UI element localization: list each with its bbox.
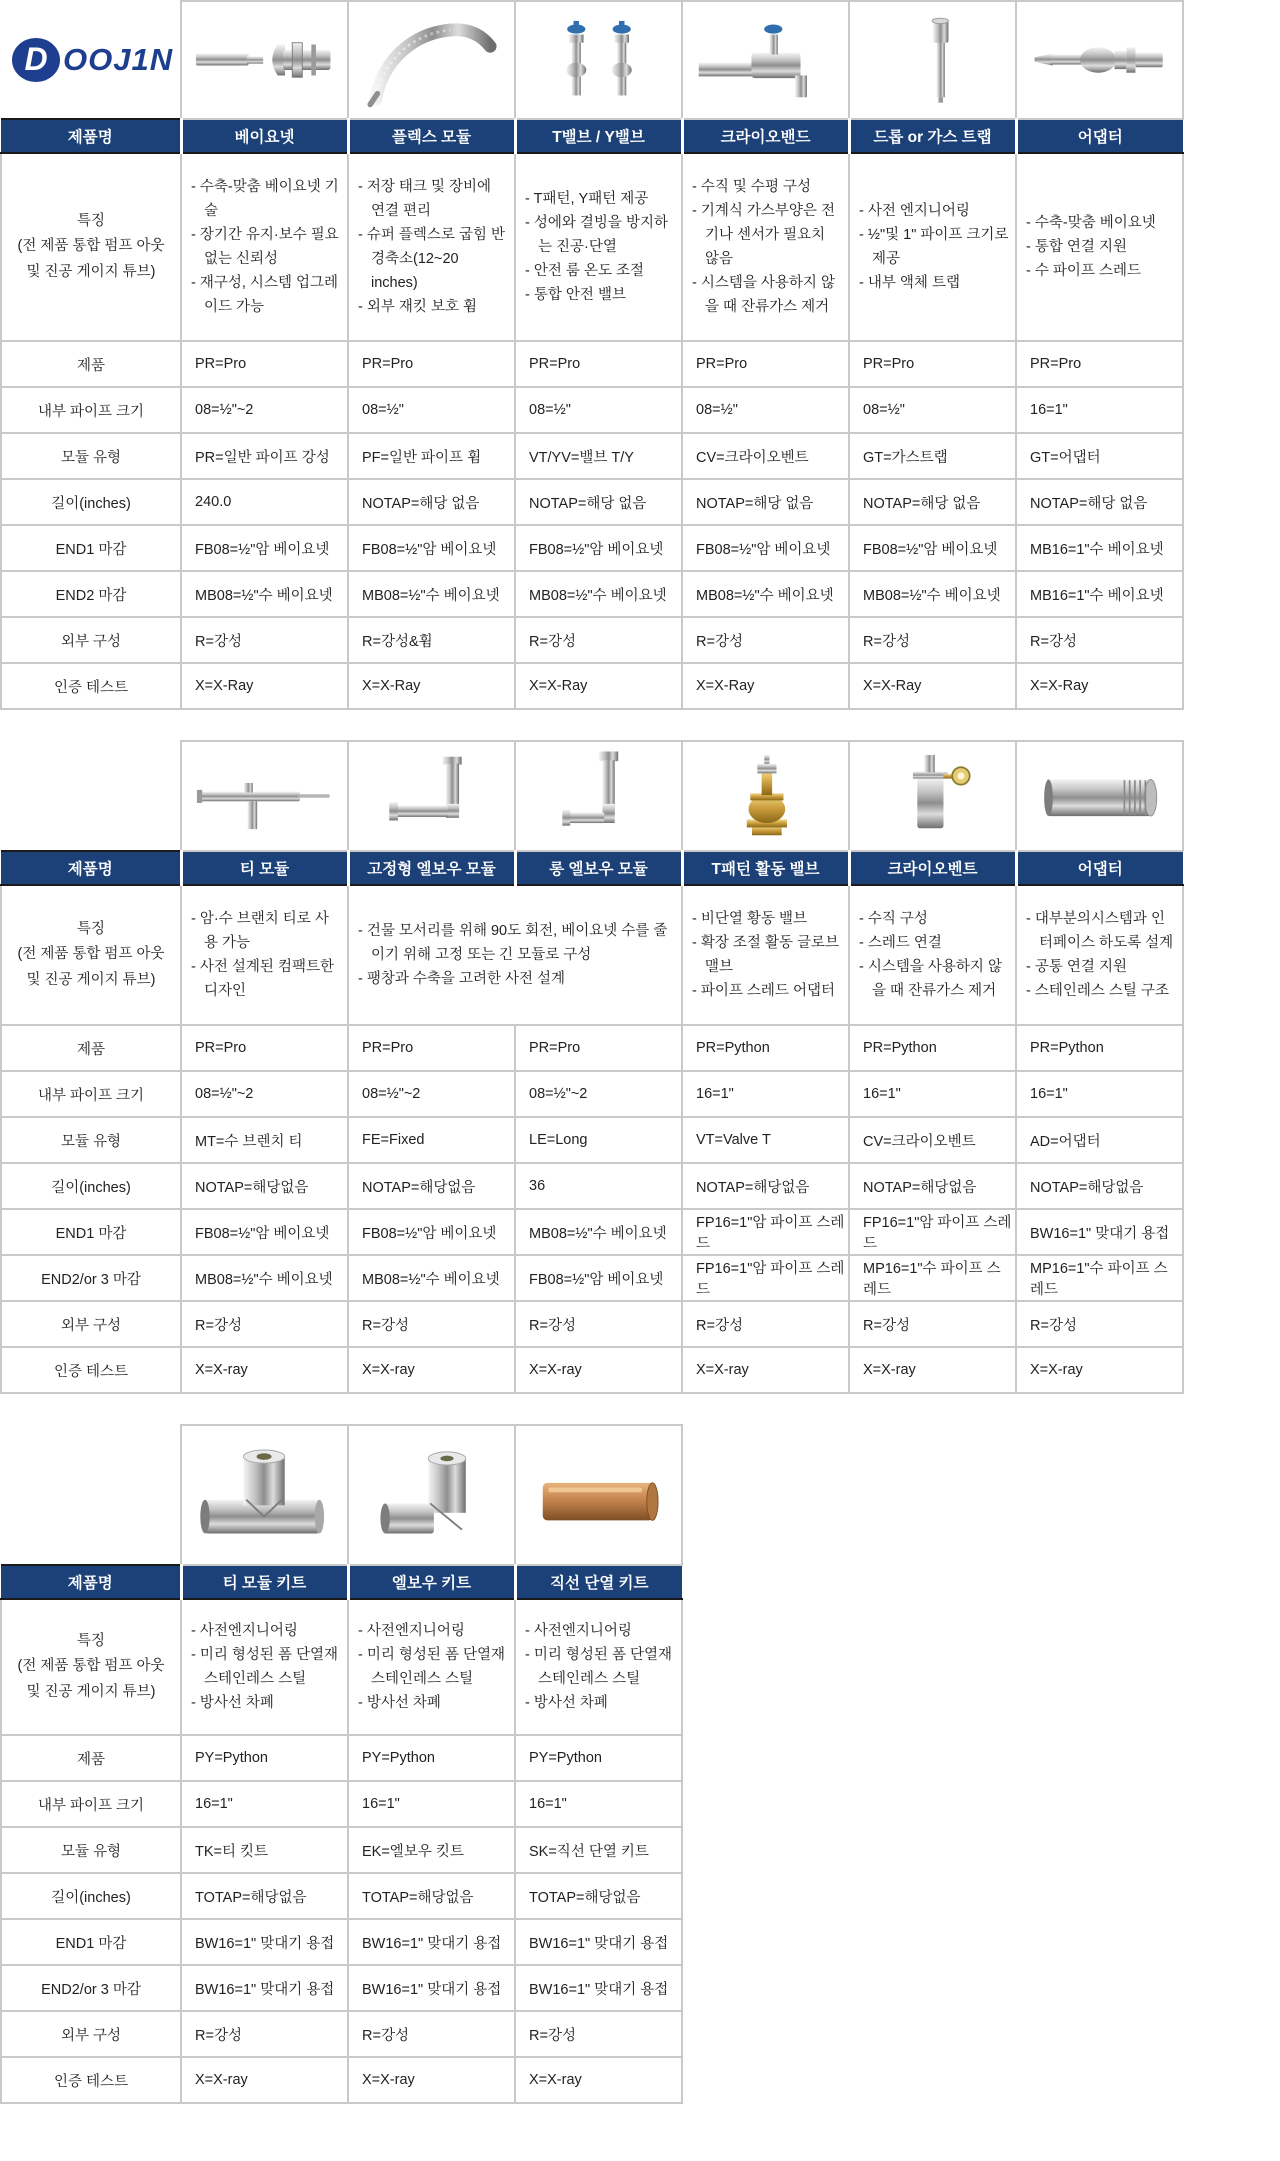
feature-item: - 스테인레스 스틸 구조	[1026, 983, 1169, 1000]
row-label: 내부 파이프 크기	[1, 387, 181, 433]
feature-item: - 내부 액체 트랩	[859, 275, 960, 292]
feature-item: - 공통 연결 지원	[1026, 959, 1127, 975]
feature-item: - ½"및 1" 파이프 크기로 제공	[859, 226, 1009, 267]
spec-table-2	[0, 740, 1184, 1394]
row-label: 내부 파이프 크기	[1, 1781, 181, 1827]
spec-value: R=강성	[682, 1301, 849, 1347]
product-image-elbowlong	[524, 748, 674, 844]
spec-value: FP16=1"암 파이프 스레드	[682, 1209, 849, 1255]
spec-value: BW16=1" 맞대기 용접	[181, 1965, 348, 2011]
product-title: T밸브 / Y밸브	[515, 119, 682, 153]
spec-value: TOTAP=해당없음	[515, 1873, 682, 1919]
product-image-bayonet	[190, 10, 340, 110]
feature-item: - 사전엔지니어링	[191, 1622, 298, 1639]
row-label: END1 마감	[1, 1919, 181, 1965]
row-label: 길이(inches)	[1, 1873, 181, 1919]
feature-item: - 사전 엔지니어링	[859, 202, 970, 219]
spec-value: X=X-ray	[515, 1347, 682, 1393]
product-image-flex	[357, 10, 507, 110]
spec-value: BW16=1" 맞대기 용접	[348, 1919, 515, 1965]
feature-item: - T패턴, Y패턴 제공	[525, 190, 649, 207]
spec-value: VT=Valve T	[682, 1117, 849, 1163]
spec-table-3	[0, 1424, 683, 2104]
feature-cell	[849, 153, 1016, 341]
spec-value: SK=직선 단열 키트	[515, 1827, 682, 1873]
spec-value: MB16=1"수 베이요넷	[1016, 571, 1183, 617]
feature-cell	[181, 1599, 348, 1735]
spec-value: PR=Pro	[181, 1025, 348, 1071]
row-label: 모듈 유형	[1, 1827, 181, 1873]
spec-value: R=강성	[849, 1301, 1016, 1347]
spec-value: NOTAP=해당 없음	[849, 479, 1016, 525]
spec-value: BW16=1" 맞대기 용접	[515, 1965, 682, 2011]
feature-row-label-line: (전 제품 통합 펌프 아웃	[17, 238, 165, 255]
feature-item: - 미리 형성된 폼 단열재 스테인레스 스틸	[358, 1646, 506, 1687]
spec-value: FB08=½"암 베이요넷	[181, 525, 348, 571]
feature-item: - 시스템을 사용하지 않을 때 잔류가스 제거	[859, 959, 1002, 1000]
row-label: 인증 테스트	[1, 1347, 181, 1393]
feature-row-label-line: (전 제품 통합 펌프 아웃	[17, 1658, 165, 1675]
spec-value: NOTAP=해당없음	[682, 1163, 849, 1209]
feature-row-label-line: 및 진공 게이지 튜브)	[26, 1683, 156, 1700]
doojin-logo-mark: D	[12, 38, 60, 82]
row-label: END2 마감	[1, 571, 181, 617]
row-label: 제품	[1, 341, 181, 387]
spec-value: R=강성	[515, 1301, 682, 1347]
product-photo-cell-cryovent	[849, 741, 1016, 851]
spec-value: 08=½"~2	[181, 1071, 348, 1117]
spec-value: 16=1"	[682, 1071, 849, 1117]
spec-value: PR=Python	[849, 1025, 1016, 1071]
feature-item: - 외부 재킷 보호 휨	[358, 299, 477, 316]
feature-item: - 사전엔지니어링	[358, 1622, 465, 1639]
row-label: END2/or 3 마감	[1, 1255, 181, 1301]
spec-value: R=강성	[1016, 1301, 1183, 1347]
feature-item: - 저장 태크 및 장비에 연결 편리	[358, 178, 491, 219]
feature-item: - 방사선 차폐	[525, 1695, 608, 1712]
feature-item: - 확장 조절 활동 글로브 맬브	[692, 934, 840, 975]
product-title: 드롭 or 가스 트랩	[849, 119, 1016, 153]
spec-value: 08=½"~2	[348, 1071, 515, 1117]
row-label: END1 마감	[1, 1209, 181, 1255]
spec-value: PF=일반 파이프 휨	[348, 433, 515, 479]
feature-item: - 방사선 차폐	[358, 1695, 441, 1712]
spec-value: R=강성	[1016, 617, 1183, 663]
spec-value: NOTAP=해당 없음	[1016, 479, 1183, 525]
feature-item: - 암·수 브랜치 티로 사용 가능	[191, 910, 329, 951]
spec-value: TOTAP=해당없음	[348, 1873, 515, 1919]
feature-cell	[849, 885, 1016, 1025]
spec-value: FB08=½"암 베이요넷	[849, 525, 1016, 571]
product-title: 직선 단열 키트	[515, 1565, 682, 1599]
product-photo-cell-tvalve	[515, 1, 682, 119]
product-title: 티 모듈	[181, 851, 348, 885]
spec-value: X=X-Ray	[181, 663, 348, 709]
spec-value: R=강성	[181, 2011, 348, 2057]
spec-value: X=X-Ray	[682, 663, 849, 709]
product-photo-cell-elbowkit	[348, 1425, 515, 1565]
spec-value: PR=Pro	[515, 1025, 682, 1071]
spec-value: X=X-ray	[348, 1347, 515, 1393]
row-label: 외부 구성	[1, 617, 181, 663]
spec-value: R=강성	[515, 2011, 682, 2057]
spec-value: MP16=1"수 파이프 스레드	[1016, 1255, 1183, 1301]
product-image-brassvalve	[691, 748, 841, 844]
spec-value: PY=Python	[348, 1735, 515, 1781]
product-image-teekit	[190, 1433, 340, 1557]
product-photo-cell-flex	[348, 1, 515, 119]
row-label: END1 마감	[1, 525, 181, 571]
spec-value: R=강성	[515, 617, 682, 663]
feature-row-label	[1, 153, 181, 341]
spec-value: BW16=1" 맞대기 용접	[1016, 1209, 1183, 1255]
product-image-tvalve	[524, 10, 674, 110]
feature-item: - 수직 구성	[859, 910, 928, 927]
spec-value: NOTAP=해당없음	[1016, 1163, 1183, 1209]
spec-value: MT=수 브렌치 티	[181, 1117, 348, 1163]
product-photo-cell-teelong	[181, 741, 348, 851]
spec-value: X=X-ray	[849, 1347, 1016, 1393]
spec-value: NOTAP=해당없음	[181, 1163, 348, 1209]
row-label: END2/or 3 마감	[1, 1965, 181, 2011]
product-photo-cell-gastrap	[849, 1, 1016, 119]
feature-item: - 스레드 연결	[859, 934, 942, 951]
spec-value: PR=Pro	[849, 341, 1016, 387]
spec-value: BW16=1" 맞대기 용접	[348, 1965, 515, 2011]
spec-table-1	[0, 0, 1184, 710]
spec-value: NOTAP=해당없음	[348, 1163, 515, 1209]
spec-value: GT=가스트랩	[849, 433, 1016, 479]
feature-item: - 대부분의시스템과 인터페이스 하도록 설계	[1026, 910, 1174, 951]
empty-corner-cell	[1, 741, 181, 851]
spec-value: R=강성	[181, 617, 348, 663]
product-title: T패턴 활동 밸브	[682, 851, 849, 885]
feature-row-label	[1, 1599, 181, 1735]
spec-value: R=강성	[682, 617, 849, 663]
spec-value: BW16=1" 맞대기 용접	[181, 1919, 348, 1965]
spec-value: AD=어댑터	[1016, 1117, 1183, 1163]
row-label: 외부 구성	[1, 1301, 181, 1347]
spec-value: PR=일반 파이프 강성	[181, 433, 348, 479]
row-label: 모듈 유형	[1, 1117, 181, 1163]
spec-value: CV=크라이오벤트	[849, 1117, 1016, 1163]
feature-item: - 안전 룸 온도 조절	[525, 263, 644, 280]
row-label: 길이(inches)	[1, 1163, 181, 1209]
product-title: 어댑터	[1016, 851, 1183, 885]
spec-value: MB08=½"수 베이요넷	[181, 1255, 348, 1301]
feature-item: - 재구성, 시스템 업그레이드 가능	[191, 275, 339, 316]
product-photo-cell-teekit	[181, 1425, 348, 1565]
feature-item: - 수축-맞춤 베이요넷 기술	[191, 178, 339, 219]
feature-cell	[1016, 153, 1183, 341]
spec-value: X=X-Ray	[1016, 663, 1183, 709]
spec-value: FB08=½"암 베이요넷	[515, 1255, 682, 1301]
spec-value: NOTAP=해당 없음	[348, 479, 515, 525]
spec-value: LE=Long	[515, 1117, 682, 1163]
product-title: 플렉스 모듈	[348, 119, 515, 153]
spec-value: FB08=½"암 베이요넷	[348, 525, 515, 571]
spec-value: R=강성	[181, 1301, 348, 1347]
spec-value: 16=1"	[1016, 1071, 1183, 1117]
feature-item: - 수 파이프 스레드	[1026, 263, 1141, 280]
spec-value: PY=Python	[515, 1735, 682, 1781]
product-image-cryoband	[691, 10, 841, 110]
feature-row-label-line: 특징	[76, 920, 105, 937]
column-header-label: 제품명	[1, 119, 181, 153]
feature-item: - 수축-맞춤 베이요넷	[1026, 214, 1156, 231]
product-photo-cell-elbowfixed	[348, 741, 515, 851]
spec-value: X=X-ray	[515, 2057, 682, 2103]
feature-row-label-line: 특징	[76, 1632, 105, 1649]
spec-value: X=X-Ray	[515, 663, 682, 709]
spec-value: PR=Pro	[348, 341, 515, 387]
spec-value: MB16=1"수 베이요넷	[1016, 525, 1183, 571]
spec-value: TOTAP=해당없음	[181, 1873, 348, 1919]
product-image-elbowfixed	[357, 748, 507, 844]
feature-item: - 사전 설계된 컴팩트한 디자인	[191, 959, 334, 1000]
spec-value: BW16=1" 맞대기 용접	[515, 1919, 682, 1965]
spec-value: 08=½"~2	[515, 1071, 682, 1117]
column-header-label: 제품명	[1, 851, 181, 885]
spec-value: NOTAP=해당 없음	[515, 479, 682, 525]
product-photo-cell-brassvalve	[682, 741, 849, 851]
spec-value: R=강성	[348, 1301, 515, 1347]
product-photo-cell-bayonet	[181, 1, 348, 119]
row-label: 인증 테스트	[1, 663, 181, 709]
spec-value: R=강성	[348, 2011, 515, 2057]
feature-row-label	[1, 885, 181, 1025]
row-label: 길이(inches)	[1, 479, 181, 525]
column-header-label: 제품명	[1, 1565, 181, 1599]
feature-item: - 수직 및 수평 구성	[692, 178, 811, 195]
spec-value: 16=1"	[1016, 387, 1183, 433]
row-label: 인증 테스트	[1, 2057, 181, 2103]
spec-value: 08=½"~2	[181, 387, 348, 433]
feature-item: - 장기간 유지·보수 필요 없는 신뢰성	[191, 226, 339, 267]
spec-value: 16=1"	[849, 1071, 1016, 1117]
feature-item: - 슈퍼 플렉스로 굽힘 반경축소(12~20 inches)	[358, 226, 506, 292]
spec-value: MB08=½"수 베이요넷	[348, 1255, 515, 1301]
spec-value: 16=1"	[348, 1781, 515, 1827]
spec-value: X=X-ray	[682, 1347, 849, 1393]
spec-value: NOTAP=해당없음	[849, 1163, 1016, 1209]
spec-value: FP16=1"암 파이프 스레드	[682, 1255, 849, 1301]
feature-cell	[682, 153, 849, 341]
spec-value: FB08=½"암 베이요넷	[515, 525, 682, 571]
spec-value: FB08=½"암 베이요넷	[181, 1209, 348, 1255]
row-label: 외부 구성	[1, 2011, 181, 2057]
spec-value: 36	[515, 1163, 682, 1209]
spec-value: PR=Python	[1016, 1025, 1183, 1071]
product-title: 크라이오밴드	[682, 119, 849, 153]
feature-row-label-line: 특징	[76, 212, 105, 229]
feature-cell	[348, 153, 515, 341]
spec-value: R=강성&휨	[348, 617, 515, 663]
doojin-logo	[2, 38, 179, 82]
product-title: 롱 엘보우 모듈	[515, 851, 682, 885]
product-title: 베이요넷	[181, 119, 348, 153]
product-title: 티 모듈 키트	[181, 1565, 348, 1599]
spec-value: MB08=½"수 베이요넷	[849, 571, 1016, 617]
spec-value: 240.0	[181, 479, 348, 525]
feature-cell	[348, 1599, 515, 1735]
product-photo-cell-adapter1	[1016, 1, 1183, 119]
spec-value: X=X-ray	[181, 1347, 348, 1393]
spec-value: 16=1"	[181, 1781, 348, 1827]
spec-value: PY=Python	[181, 1735, 348, 1781]
spec-value: 08=½"	[515, 387, 682, 433]
spec-value: MB08=½"수 베이요넷	[682, 571, 849, 617]
feature-item: - 시스템을 사용하지 않을 때 잔류가스 제거	[692, 275, 835, 316]
spec-value: PR=Pro	[1016, 341, 1183, 387]
feature-cell	[348, 885, 682, 1025]
feature-row-label-line: (전 제품 통합 펌프 아웃	[17, 946, 165, 963]
row-label: 내부 파이프 크기	[1, 1071, 181, 1117]
empty-corner-cell	[1, 1425, 181, 1565]
spec-value: 16=1"	[515, 1781, 682, 1827]
feature-item: - 미리 형성된 폼 단열재 스테인레스 스틸	[525, 1646, 673, 1687]
feature-item: - 통합 연결 지원	[1026, 238, 1127, 255]
spec-value: X=X-Ray	[849, 663, 1016, 709]
spec-value: FE=Fixed	[348, 1117, 515, 1163]
product-title: 어댑터	[1016, 119, 1183, 153]
feature-cell	[181, 885, 348, 1025]
spec-value: R=강성	[849, 617, 1016, 663]
product-image-elbowkit	[357, 1433, 507, 1557]
product-title: 크라이오벤트	[849, 851, 1016, 885]
spec-value: FB08=½"암 베이요넷	[348, 1209, 515, 1255]
product-photo-cell-elbowlong	[515, 741, 682, 851]
spec-value: X=X-ray	[181, 2057, 348, 2103]
spec-value: MB08=½"수 베이요넷	[515, 571, 682, 617]
spec-value: EK=엘보우 킷트	[348, 1827, 515, 1873]
product-image-cryovent	[858, 748, 1008, 844]
feature-item: - 파이프 스레드 어댑터	[692, 983, 835, 1000]
product-image-nipple	[1025, 748, 1175, 844]
product-photo-cell-straightkit	[515, 1425, 682, 1565]
spec-value: PR=Pro	[515, 341, 682, 387]
feature-cell	[1016, 885, 1183, 1025]
spec-value: CV=크라이오벤트	[682, 433, 849, 479]
spec-value: GT=어댑터	[1016, 433, 1183, 479]
feature-row-label-line: 및 진공 게이지 튜브)	[26, 971, 156, 988]
spec-value: PR=Pro	[348, 1025, 515, 1071]
row-label: 제품	[1, 1735, 181, 1781]
spec-value: MP16=1"수 파이프 스레드	[849, 1255, 1016, 1301]
spec-value: X=X-Ray	[348, 663, 515, 709]
doojin-logo-text: OOJ1N	[63, 41, 174, 77]
product-image-adapter1	[1025, 10, 1175, 110]
spec-value: PR=Python	[682, 1025, 849, 1071]
product-title: 엘보우 키트	[348, 1565, 515, 1599]
product-image-teelong	[190, 748, 340, 844]
spec-value: PR=Pro	[682, 341, 849, 387]
feature-cell	[682, 885, 849, 1025]
feature-item: - 성에와 결빙을 방지하는 진공·단열	[525, 214, 668, 255]
feature-item: - 기계식 가스부양은 전기나 센서가 필요치 않음	[692, 202, 835, 267]
spec-value: X=X-ray	[1016, 1347, 1183, 1393]
spec-value: FP16=1"암 파이프 스레드	[849, 1209, 1016, 1255]
feature-item: - 통합 안전 밸브	[525, 287, 626, 304]
product-title: 고정형 엘보우 모듈	[348, 851, 515, 885]
spec-value: 08=½"	[348, 387, 515, 433]
spec-value: 08=½"	[849, 387, 1016, 433]
product-image-straightkit	[524, 1433, 674, 1557]
row-label: 모듈 유형	[1, 433, 181, 479]
feature-item: - 비단열 황동 밸브	[692, 910, 807, 927]
spec-value: NOTAP=해당 없음	[682, 479, 849, 525]
spec-value: MB08=½"수 베이요넷	[515, 1209, 682, 1255]
spec-value: TK=티 킷트	[181, 1827, 348, 1873]
product-photo-cell-cryoband	[682, 1, 849, 119]
product-photo-cell-nipple	[1016, 741, 1183, 851]
feature-row-label-line: 및 진공 게이지 튜브)	[26, 263, 156, 280]
feature-cell	[515, 153, 682, 341]
row-label: 제품	[1, 1025, 181, 1071]
logo-cell	[1, 1, 181, 119]
spec-value: FB08=½"암 베이요넷	[682, 525, 849, 571]
feature-item: - 건물 모서리를 위해 90도 회전, 베이요넷 수를 줄이기 위해 고정 또는 긴 모듈로 구성	[358, 922, 668, 963]
spec-value: MB08=½"수 베이요넷	[348, 571, 515, 617]
feature-item: - 미리 형성된 폼 단열재 스테인레스 스틸	[191, 1646, 339, 1687]
feature-item: - 팽창과 수축을 고려한 사전 설계	[358, 971, 566, 988]
feature-cell	[181, 153, 348, 341]
feature-item: - 방사선 차폐	[191, 1695, 274, 1712]
product-image-gastrap	[858, 10, 1008, 110]
feature-item: - 사전엔지니어링	[525, 1622, 632, 1639]
spec-value: 08=½"	[682, 387, 849, 433]
spec-value: X=X-ray	[348, 2057, 515, 2103]
spec-value: PR=Pro	[181, 341, 348, 387]
feature-cell	[515, 1599, 682, 1735]
spec-value: MB08=½"수 베이요넷	[181, 571, 348, 617]
spec-value: VT/YV=밸브 T/Y	[515, 433, 682, 479]
